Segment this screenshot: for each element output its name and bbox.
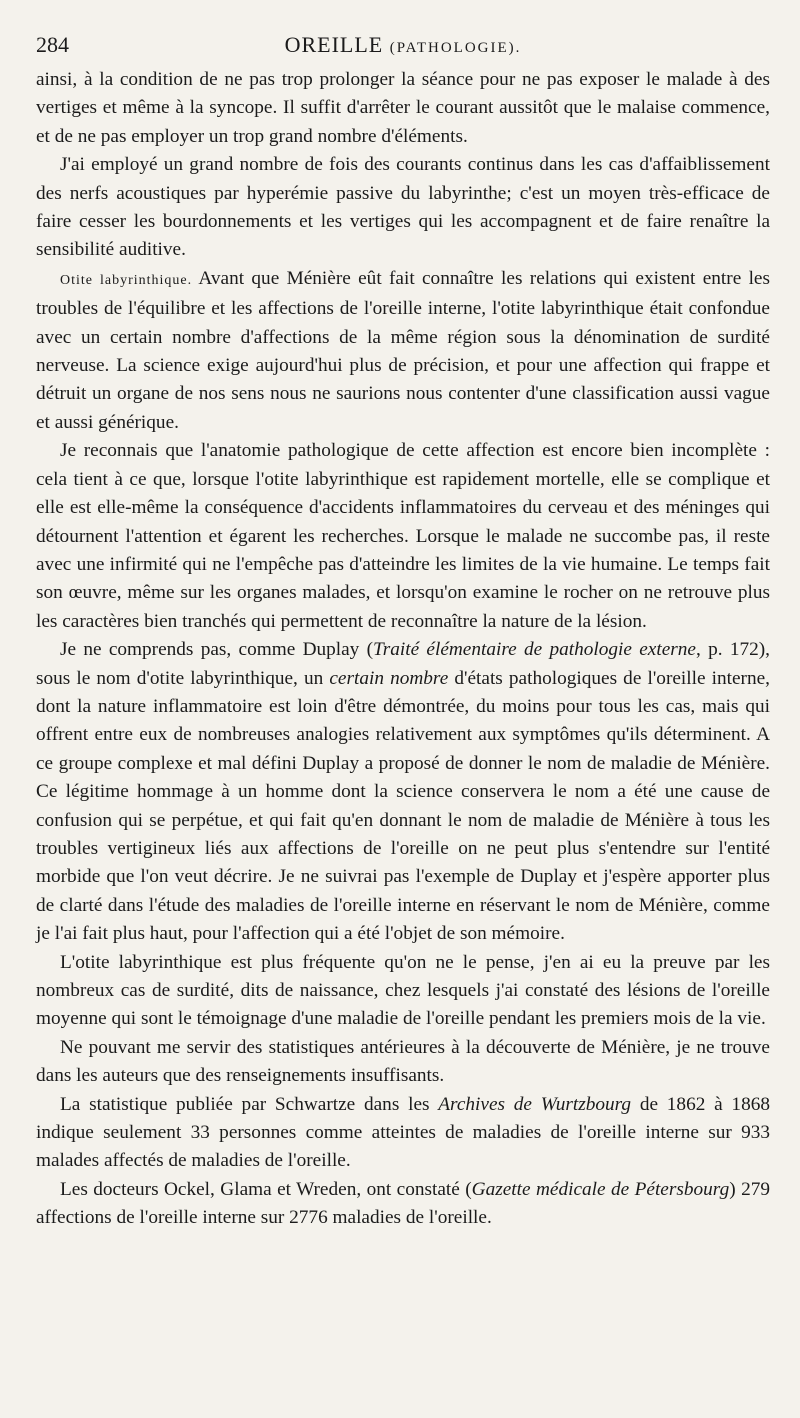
cited-work-title: Gazette médicale de Pétersbourg — [471, 1178, 730, 1200]
paragraph — [36, 949, 770, 1034]
paragraph — [36, 151, 770, 265]
paragraph-text: Avant que Ménière eût fait connaître les relations qui existent entre les troubles de l'équilibre et les affections de l'oreille interne, l'otite labyrinthique était confondue avec un certain nombre d'affections de la même région sous la dénomination de surdité nerveuse. La science exige aujourd'hui plus de précision, et pour une affection qui frappe et détruit un organe de nos sens nous ne saurions nous contenter d'une classification aussi vague et aussi générique. — [36, 267, 770, 433]
running-head — [36, 30, 770, 66]
paragraph-text: La statistique publiée par Schwartze dans les — [60, 1093, 439, 1115]
paragraph-text: Je ne comprends pas, comme Duplay ( — [60, 639, 374, 661]
paragraph-text: Ne pouvant me servir des statistiques antérieures à la découverte de Ménière, je ne trouve dans les auteurs que des renseignements insuffisants. — [36, 1036, 770, 1087]
running-title — [36, 30, 770, 63]
section-heading: Otite labyrinthique. — [60, 272, 193, 288]
page-number: 284 — [36, 32, 69, 57]
paragraph-text: ainsi, à la condition de ne pas trop prolonger la séance pour ne pas exposer le malade à des vertiges et même à la syncope. Il suffit d'arrêter le courant aussitôt que le malaise commence, et de ne pas employer un trop grand nombre d'éléments. — [36, 69, 770, 147]
body-text — [36, 66, 770, 1233]
paragraph-text: d'états pathologiques de l'oreille interne, dont la nature inflammatoire est loin d'être démontrée, du moins pour tous les cas, mais qui offrent entre eux de nombreuses analogies relativement aux symptômes qu'ils déterminent. A ce groupe complexe et mal défini Duplay a proposé de donner le nom de maladie de Ménière. Ce légitime hommage à un homme dont la science conservera le nom a été une cause de confusion qui se perpétue, et qui fait qu'en donnant le nom de maladie de Ménière à tous les troubles vertigineux liés aux affections de l'oreille on ne peut plus s'entendre sur l'entité morbide que l'on veut décrire. Je ne suivrai pas l'exemple de Duplay et j'espère apporter plus de clarté dans l'étude des maladies de l'oreille interne en réservant le nom de Ménière, comme je l'ai fait plus haut, pour l'affection qui a été l'objet de son mémoire. — [36, 667, 770, 945]
paragraph-text: de 1862 à 1868 indique seulement 33 personnes comme atteintes de maladies de l'oreille interne sur 933 malades affectés de maladies de l'oreille. — [36, 1093, 770, 1172]
paragraph — [36, 636, 770, 948]
paragraph-text: ) 279 affections de l'oreille interne sur 2776 maladies de l'oreille. — [36, 1178, 770, 1229]
paragraph-text: Je reconnais que l'anatomie pathologique de cette affection est encore bien incomplète : cela tient à ce que, lorsque l'otite labyrinthique est rapidement mortelle, elle se complique et elle est elle-même la conséquence d'accidents inflammatoires du cerveau et des méninges qui détournent l'attention et égarent les recherches. Lorsque le malade ne succombe pas, il reste avec une infirmité qui ne l'empêche pas d'atteindre les limites de la vie humaine. Le temps fait son œuvre, même sur les organes malades, et lorsqu'on examine le rocher on ne retrouve plus les caractères bien tranchés qui permettent de reconnaître la nature de la lésion. — [36, 440, 770, 632]
emphasis-text: certain nombre — [329, 667, 449, 689]
section-paragraph — [36, 265, 770, 437]
paragraph — [36, 1034, 770, 1091]
running-title-sub: (PATHOLOGIE). — [389, 40, 522, 56]
paragraph-text: , p. 172), sous le nom d'otite labyrinthique, un — [36, 639, 770, 689]
paragraph-text: L'otite labyrinthique est plus fréquente qu'on ne le pense, j'en ai eu la preuve par les nombreux cas de surdité, dits de naissance, chez lesquels j'ai constaté des lésions de l'oreille moyenne qui sont le témoignage d'une maladie de l'oreille pendant les premiers mois de la vie. — [36, 951, 770, 1030]
cited-work-title: Archives de Wurtzbourg — [438, 1093, 632, 1115]
cited-work-title: Traité élémentaire de pathologie externe — [373, 639, 696, 661]
paragraph-continued — [36, 66, 770, 151]
paragraph-text: Les docteurs Ockel, Glama et Wreden, ont constaté ( — [60, 1178, 472, 1200]
paragraph — [36, 437, 770, 636]
paragraph — [36, 1176, 770, 1233]
paragraph — [36, 1091, 770, 1176]
running-title-main: OREILLE — [284, 32, 384, 57]
paragraph-text: J'ai employé un grand nombre de fois des courants continus dans les cas d'affaiblissement des nerfs acoustiques par hyperémie passive du labyrinthe; c'est un moyen très-efficace de faire cesser les bourdonnements et les vertiges qui les accompagnent et de faire renaître la sensibilité auditive. — [36, 154, 770, 261]
